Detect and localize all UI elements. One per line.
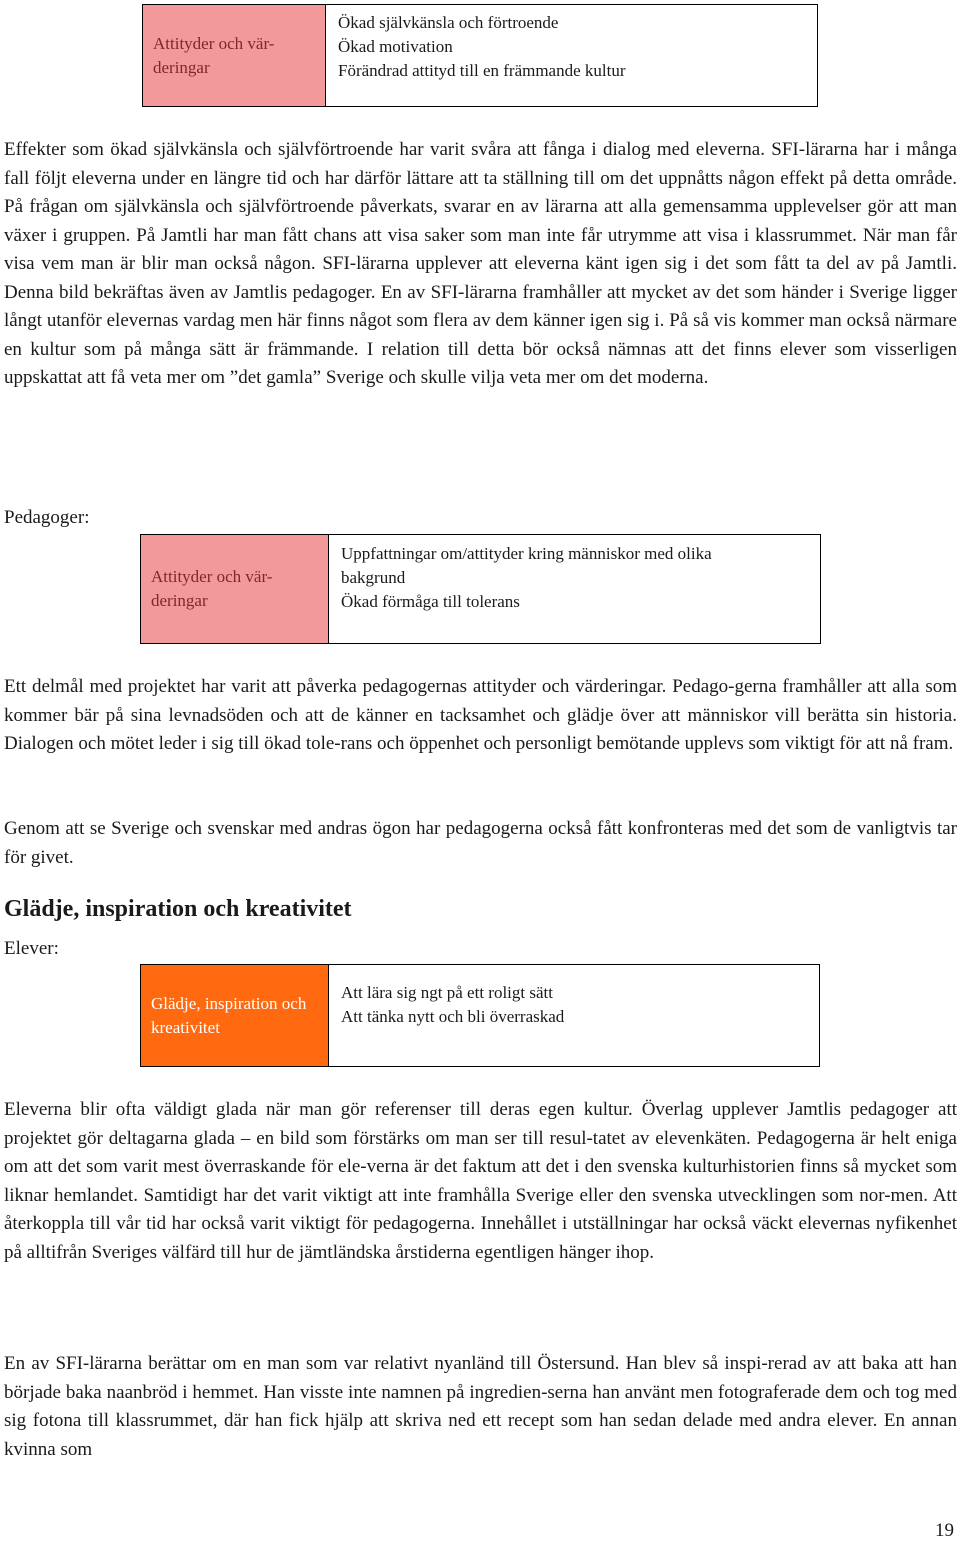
box-item: Uppfattningar om/attityder kring människor med olika [341,544,712,563]
body-paragraph: Ett delmål med projektet har varit att påverka pedagogernas attityder och värderingar. Pedago-gerna framhåller att alla som kommer bär på sina levnadsöden och att de känner en tacksamhet och glädje över att människor vill berätta sin historia. Dialogen och mötet leder i sig till ökad tole-rans och öppenhet och personligt bemötande upplevs som viktigt för att nå fram. [4,676,957,754]
box-category-label: Glädje, inspiration och kreativitet [141,965,329,1066]
attitudes-box-students [142,4,818,107]
body-paragraph: Effekter som ökad självkänsla och självförtroende har varit svåra att fånga i dialog med eleverna. SFI-lärarna har i många fall följt eleverna under en längre tid och har därför lättare att ta ställning till om det uppnåtts någon effekt på detta område. På frågan om självkänsla och självförtroende påverkats, svarar en av lärarna att alla gemensamma upplevelser gör att man växer i gruppen. På Jamtli har man fått chans att visa saker som man inte får utrymme att visa i klassrummet. När man får visa vem man är blir man också någon. SFI-lärarna upplever att eleverna känt igen sig i det som fått ta del av på Jamtli. Denna bild bekräftas även av Jamtlis pedagoger. En av SFI-lärarna framhåller att mycket av det som händer i Sverige ligger långt utanför elevernas vardag men här finns något som flera av dem känner igen sig i. På så vis kommer man också närmare en kultur som på många sätt är främmande. I relation till detta bör också nämnas att det finns elever som visserligen uppskattat att få veta mer om ”det gamla” Sverige och skulle vilja veta mer om det moderna. [4,139,957,388]
body-paragraph: Genom att se Sverige och svenskar med andras ögon har pedagogerna också fått konfronteras med det som de vanligtvis tar för givet. [4,818,957,868]
attitudes-box-educators [140,534,821,644]
body-paragraph: Eleverna blir ofta väldigt glada när man gör referenser till deras egen kultur. Överlag upplever Jamtlis pedagoger att projektet gör deltagarna glada – en bild som förstärks om man ser till resul-tatet av elevenkäten. Pedagogerna är helt eniga om att det som varit mest överraskande för ele-verna är det faktum att det i den svenska kulturhistorien finns så mycket som liknar hemlandet. Samtidigt har det varit viktigt att inte framhålla Sverige eller den svenska utvecklingen som nor-men. Att återkoppla till vår tid har också varit viktigt för pedagogerna. Innehållet i utställningar har också väckt elevernas nyfikenhet på alltifrån Sveriges välfärd till hur de jämtländska årstiderna egentligen hänger ihop. [4,1099,957,1263]
box-category-label: Attityder och vär-deringar [141,535,329,643]
box-category-label: Attityder och vär-deringar [143,5,326,106]
box-item: Ökad förmåga till tolerans [341,592,520,611]
box-item: bakgrund [341,568,406,587]
box-items [329,965,576,1066]
page-number: 19 [935,1520,954,1541]
box-item: Ökad motivation [338,37,453,56]
box-item: Att tänka nytt och bli överraskad [341,1007,565,1026]
box-item: Ökad självkänsla och förtroende [338,13,559,32]
section-heading: Glädje, inspiration och kreativitet [4,896,352,922]
box-items [326,5,638,106]
body-paragraph: En av SFI-lärarna berättar om en man som var relativt nyanländ till Östersund. Han blev så inspi-rerad av att baka att han började baka naanbröd i hemmet. Han visste inte namnen på ingredien-serna han använt men fotograferade dem och tog med sig fotona till klassrummet, där han fick hjälp att skriva ned ett recept som han sedan delade med andra elever. En annan kvinna som [4,1353,957,1460]
box-item: Förändrad attityd till en främmande kultur [338,61,626,80]
section-label-elever: Elever: [4,938,59,959]
box-item: Att lära sig ngt på ett roligt sätt [341,983,553,1002]
box-items [329,535,724,643]
joy-box-students [140,964,820,1067]
section-label-pedagoger: Pedagoger: [4,507,90,528]
